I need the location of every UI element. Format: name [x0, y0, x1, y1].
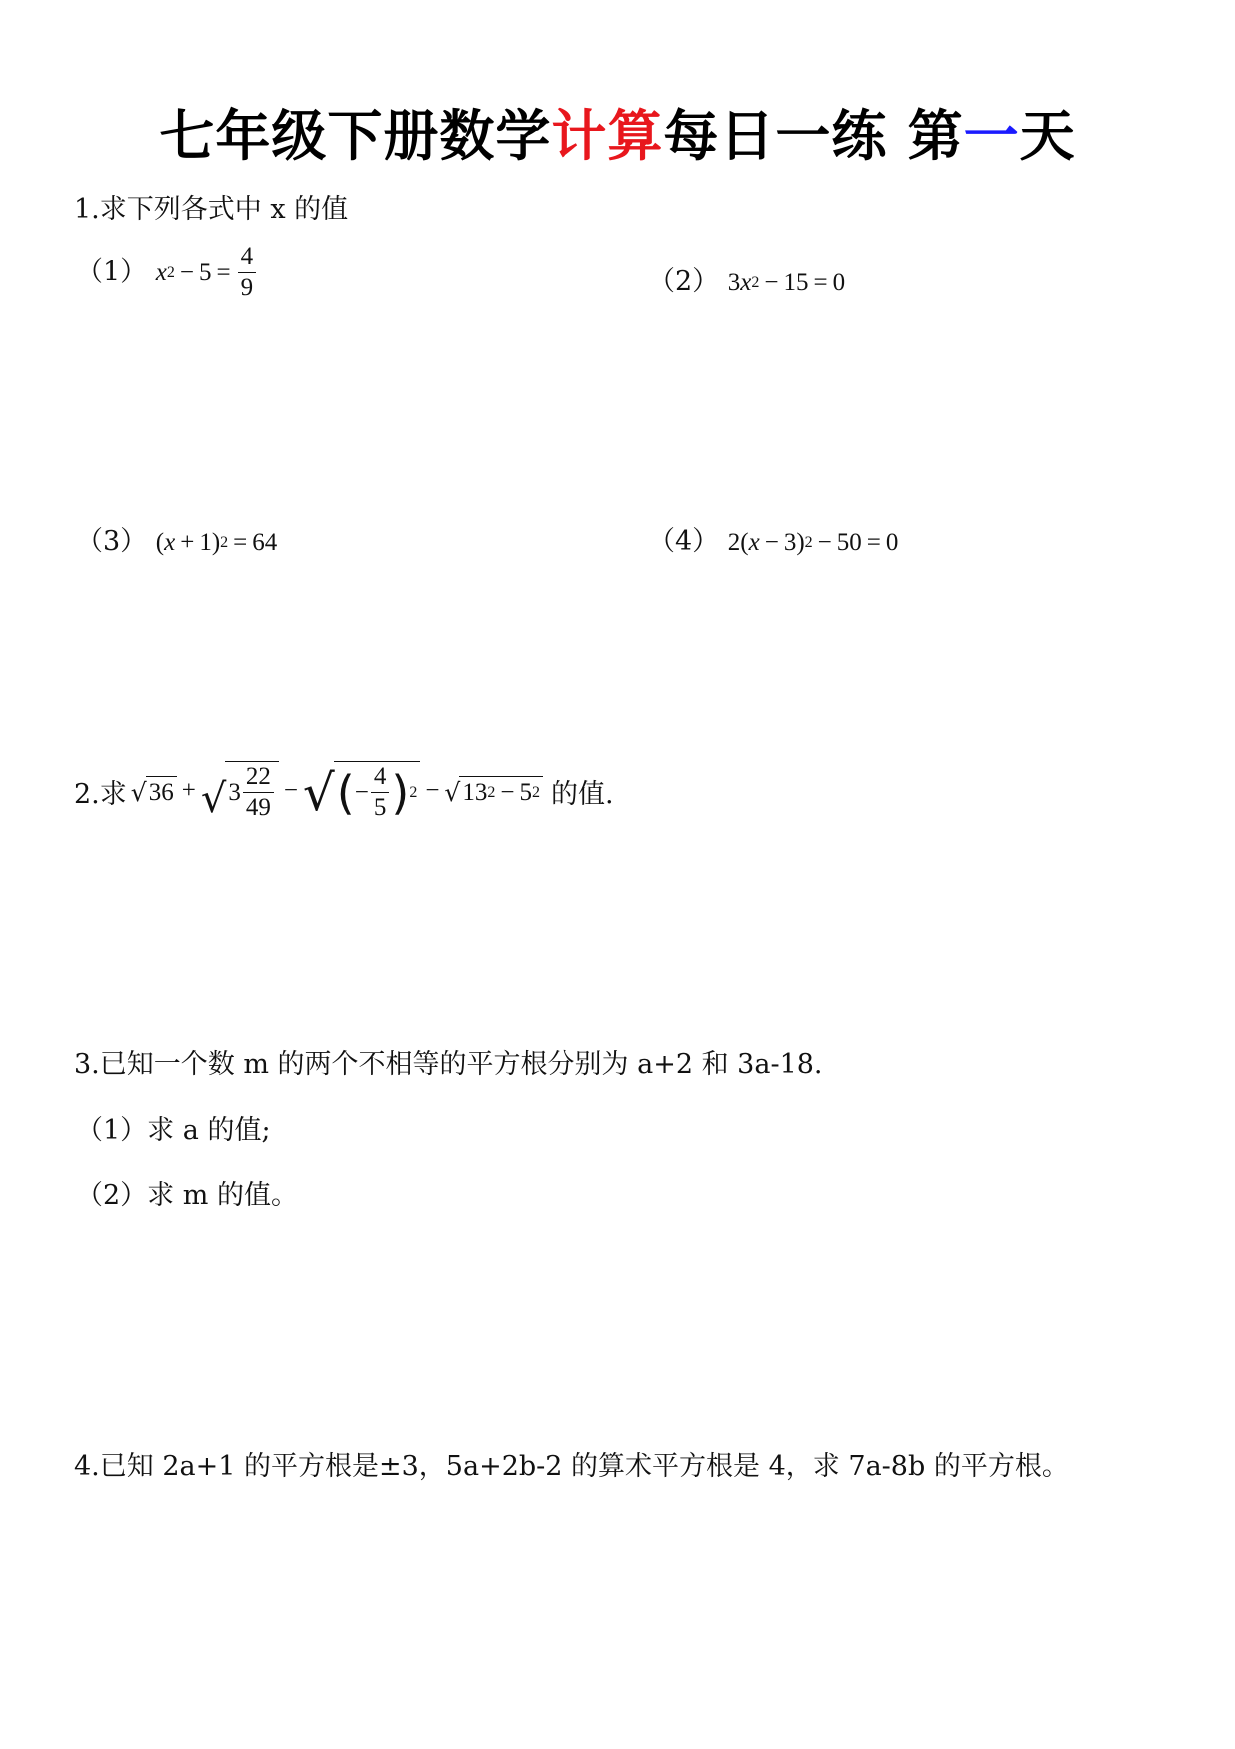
question-1-stem: 1.求下列各式中 x 的值: [74, 194, 349, 225]
sqrt-squared-fraction: √ ( − $\frac{4}{5}$ ) 2: [303, 761, 420, 822]
sqrt-difference-of-squares: √ 13 2 − 5 2: [444, 776, 543, 807]
page-title: [0, 92, 1235, 171]
title-part-1: 七年级下册数学: [159, 104, 552, 168]
question-2-suffix: 的值.: [550, 778, 614, 810]
part-4-label: （4）: [648, 526, 720, 557]
question-1-part-1: [76, 244, 258, 302]
title-part-3: 每日一练 第: [663, 104, 964, 168]
equation-3: ( x + 1) 2 = 64: [155, 528, 278, 556]
part-1-label: （1）: [76, 256, 148, 288]
question-1-part-4: [648, 519, 898, 558]
fraction: $\frac{4}{9}$: [238, 244, 257, 302]
title-part-red: 计算: [551, 104, 664, 168]
part-3-label: （3）: [76, 526, 148, 557]
title-part-5: 天: [1019, 104, 1076, 168]
question-1-part-2: [648, 259, 845, 298]
part-2-label: （2）: [648, 266, 720, 297]
question-4-stem: 4.已知 2a+1 的平方根是±3，5a+2b-2 的算术平方根是 4，求 7a-8b 的平方根。: [74, 1451, 1069, 1482]
expression: √ 36 + √ 3 $\frac{22}{49}$ − √ ( − $\frac{4}{5}$ ) 2 − √ 13 2 − 5 2: [131, 761, 543, 822]
sqrt-mixed-number: √ 3 $\frac{22}{49}$: [201, 761, 279, 822]
question-3-stem: 3.已知一个数 m 的两个不相等的平方根分别为 a+2 和 3a-18.: [74, 1049, 823, 1080]
equation-4: 2( x − 3) 2 − 50 = 0: [727, 528, 899, 556]
equation-1: x 2 − 5 = $\frac{4}{9}$: [156, 244, 258, 302]
title-part-blue: 一: [963, 104, 1020, 168]
question-1-part-3: [76, 519, 277, 558]
equation-2: 3 x 2 − 15 = 0: [727, 268, 846, 296]
question-2: [74, 761, 614, 822]
question-2-prefix: 2.求: [74, 778, 127, 810]
question-3-part-2: （2）求 m 的值。: [76, 1180, 298, 1211]
question-3-part-1: （1）求 a 的值;: [76, 1115, 271, 1146]
sqrt-36: √ 36: [131, 776, 177, 807]
